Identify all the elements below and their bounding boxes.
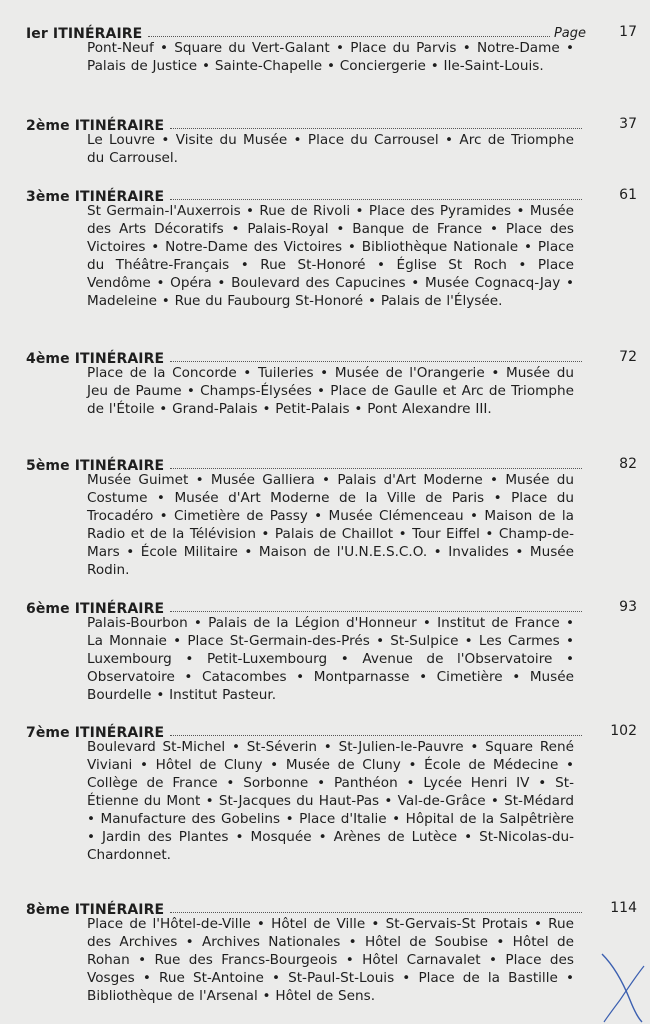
- itinerary-title: 6ème ITINÉRAIRE: [26, 601, 165, 617]
- dot-leader: [170, 199, 582, 200]
- page-number: 93: [619, 599, 637, 615]
- page-number: 17: [619, 24, 637, 40]
- itinerary-description: Boulevard St-Michel • St-Séverin • St-Julien-le-Pauvre • Square René Viviani • Hôtel de Cluny • Musée de Cluny • École de Médecine • Collège de France • Sorbonne • Panthéon • Lycée Henri IV • St-Étienne du Mont • St-Jacques du Haut-Pas • Val-de-Grâce • St-Médard • Manufacture des Gobelins • Place d'Italie • Hôpital de la Salpêtrière • Jardin des Plantes • Mosquée • Arènes de Lutèce • St-Nicolas-du-Chardonnet.: [87, 739, 574, 863]
- itinerary-title: 4ème ITINÉRAIRE: [26, 351, 165, 367]
- dot-leader: [170, 468, 582, 469]
- page-number: 72: [619, 349, 637, 365]
- dot-leader: [170, 128, 582, 129]
- page-number: 37: [619, 116, 637, 132]
- itinerary-description: Pont-Neuf • Square du Vert-Galant • Place du Parvis • Notre-Dame • Palais de Justice • Sainte-Chapelle • Conciergerie • Ile-Saint-Louis.: [87, 40, 574, 74]
- itinerary-title: 7ème ITINÉRAIRE: [26, 725, 165, 741]
- itinerary-description: Place de l'Hôtel-de-Ville • Hôtel de Ville • St-Gervais-St Protais • Rue des Archives • Archives Nationales • Hôtel de Soubise • Hôtel de Rohan • Rue des Francs-Bourgeois • Hôtel Carnavalet • Place des Vosges • Rue St-Antoine • St-Paul-St-Louis • Place de la Bastille • Bibliothèque de l'Arsenal • Hôtel de Sens.: [87, 916, 574, 1004]
- page-number: 82: [619, 456, 637, 472]
- dot-leader: [170, 912, 582, 913]
- dot-leader: [148, 36, 550, 37]
- itinerary-title: Ier ITINÉRAIRE: [26, 26, 143, 42]
- dot-leader: [170, 361, 582, 362]
- page-number: 114: [610, 900, 637, 916]
- itinerary-description: Le Louvre • Visite du Musée • Place du Carrousel • Arc de Triomphe du Carrousel.: [87, 132, 574, 166]
- page-number: 61: [619, 187, 637, 203]
- dot-leader: [170, 735, 582, 736]
- itinerary-title: 3ème ITINÉRAIRE: [26, 189, 165, 205]
- pen-mark: [598, 950, 650, 1024]
- itinerary-title: 5ème ITINÉRAIRE: [26, 458, 165, 474]
- itinerary-description: Musée Guimet • Musée Galliera • Palais d'Art Moderne • Musée du Costume • Musée d'Art Moderne de la Ville de Paris • Place du Trocadéro • Cimetière de Passy • Musée Clémenceau • Maison de la Radio et de la Télévision • Palais de Chaillot • Tour Eiffel • Champ-de-Mars • École Militaire • Maison de l'U.N.E.S.C.O. • Invalides • Musée Rodin.: [87, 472, 574, 578]
- itinerary-title: 2ème ITINÉRAIRE: [26, 118, 165, 134]
- itinerary-description: St Germain-l'Auxerrois • Rue de Rivoli • Place des Pyramides • Musée des Arts Décoratifs • Palais-Royal • Banque de France • Place des Victoires • Notre-Dame des Victoires • Bibliothèque Nationale • Place du Théâtre-Français • Rue St-Honoré • Église St Roch • Place Vendôme • Opéra • Boulevard des Capucines • Musée Cognacq-Jay • Madeleine • Rue du Faubourg St-Honoré • Palais de l'Élysée.: [87, 203, 574, 309]
- dot-leader: [170, 611, 582, 612]
- itinerary-description: Place de la Concorde • Tuileries • Musée de l'Orangerie • Musée du Jeu de Paume • Champs-Élysées • Place de Gaulle et Arc de Triomphe de l'Étoile • Grand-Palais • Petit-Palais • Pont Alexandre III.: [87, 365, 574, 417]
- page-label: Page: [553, 26, 586, 41]
- page-number: 102: [610, 723, 637, 739]
- itinerary-title: 8ème ITINÉRAIRE: [26, 902, 165, 918]
- itinerary-description: Palais-Bourbon • Palais de la Légion d'Honneur • Institut de France • La Monnaie • Place St-Germain-des-Prés • St-Sulpice • Les Carmes • Luxembourg • Petit-Luxembourg • Avenue de l'Observatoire • Observatoire • Catacombes • Montparnasse • Cimetière • Musée Bourdelle • Institut Pasteur.: [87, 615, 574, 703]
